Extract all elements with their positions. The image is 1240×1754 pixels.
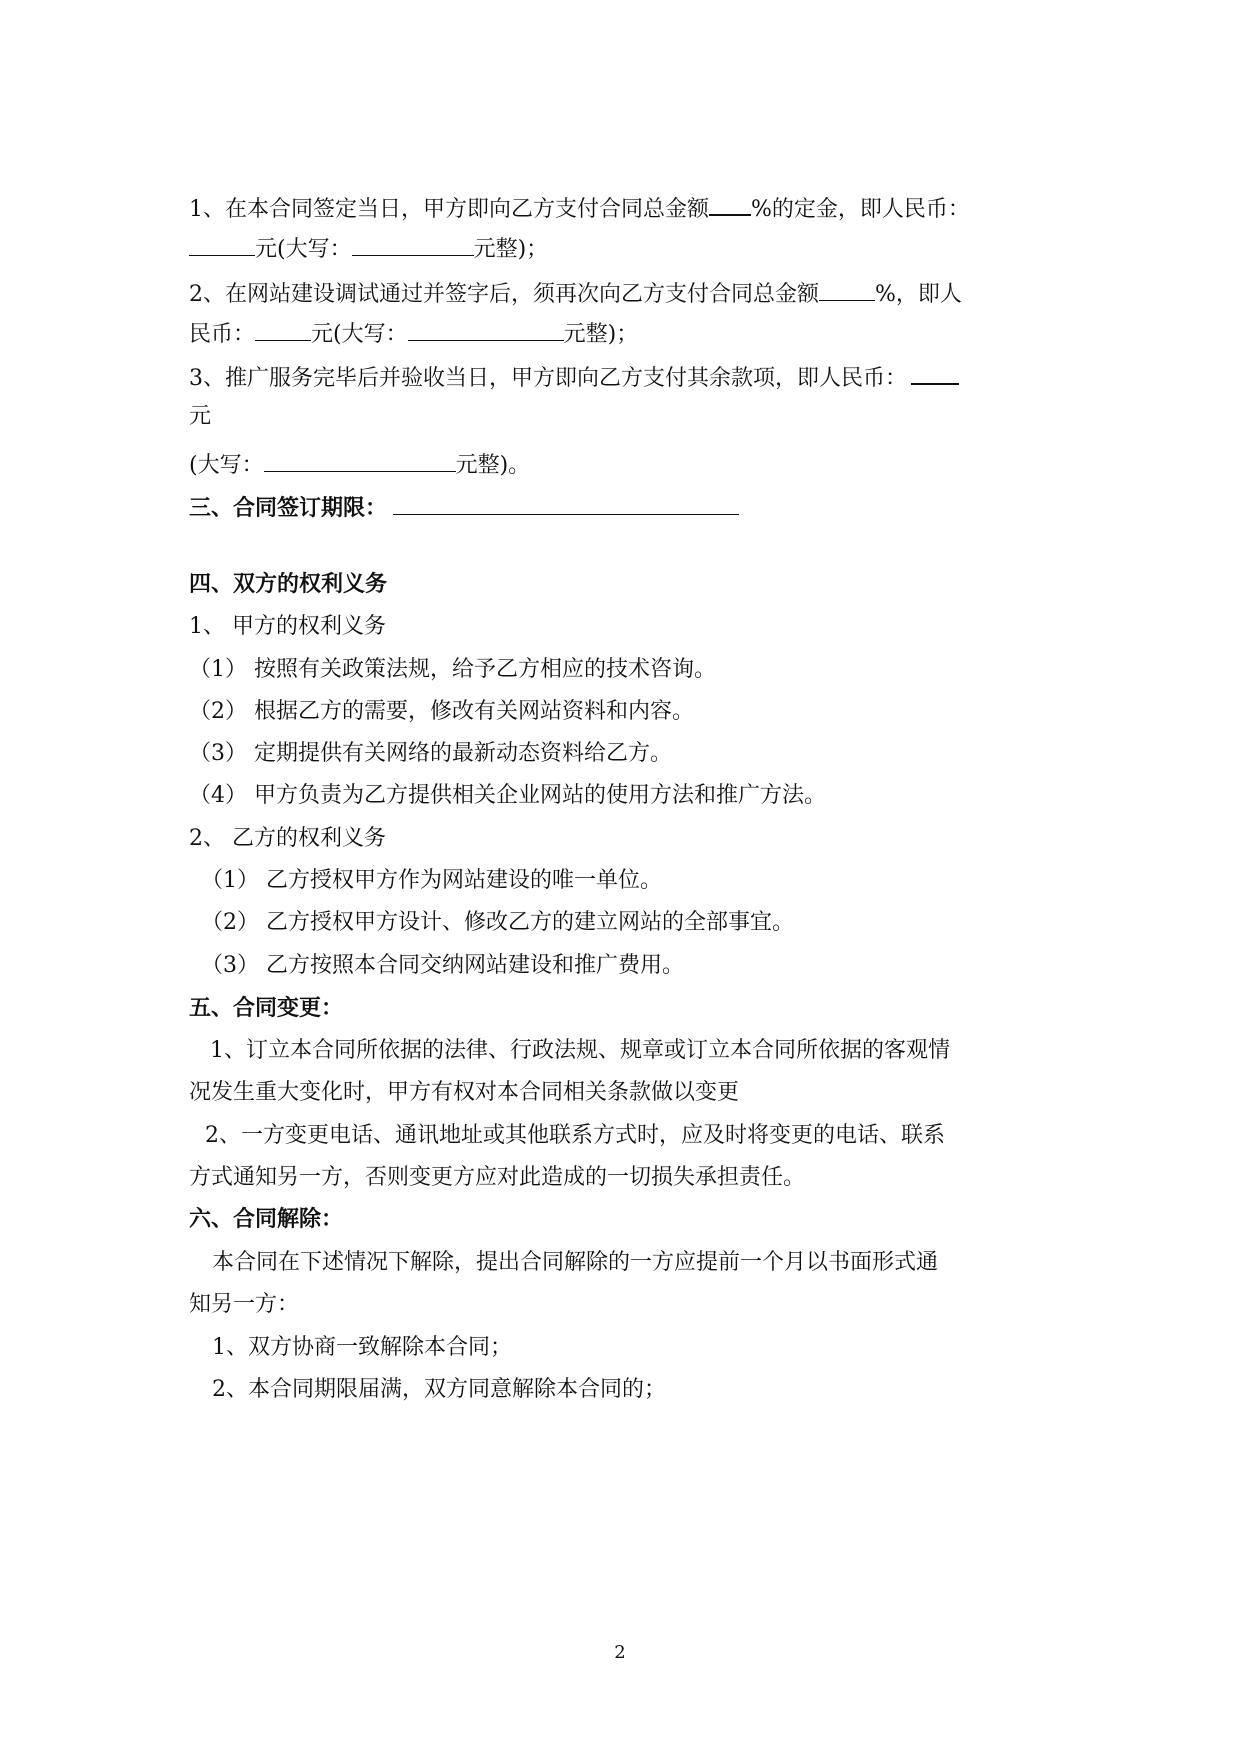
payment-item-2-text-e: 元整)； [563, 322, 639, 347]
party-a-item-2: （2） 根据乙方的需要，修改有关网站资料和内容。 [189, 699, 694, 724]
section-6-item-2: 2、本合同期限届满，双方同意解除本合同的； [212, 1377, 666, 1402]
section-5-paragraph-1-line-1: 1、订立本合同所依据的法律、行政法规、规章或订立本合同所依据的客观情 [210, 1038, 950, 1063]
party-a-item-3: （3） 定期提供有关网络的最新动态资料给乙方。 [189, 741, 672, 766]
payment-item-2-text: 2、在网站建设调试通过并签字后，须再次向乙方支付合同总金额 [189, 282, 819, 307]
payment-item-3-unit [189, 402, 1069, 432]
party-a-item-4: （4） 甲方负责为乙方提供相关企业网站的使用方法和推广方法。 [189, 783, 826, 808]
amount-blank-2 [255, 318, 311, 341]
section-3-heading [189, 492, 1069, 524]
payment-item-1-text-d: 元整)； [473, 237, 549, 262]
payment-item-3 [189, 361, 1069, 394]
capital-amount-blank-3 [264, 449, 456, 472]
party-b-item-3: （3） 乙方按照本合同交纳网站建设和推广费用。 [201, 953, 684, 978]
party-b-item-1: （1） 乙方授权甲方作为网站建设的唯一单位。 [201, 868, 662, 893]
section-5-paragraph-2-line-1: 2、一方变更电话、通讯地址或其他联系方式时，应及时将变更的电话、联系 [205, 1123, 945, 1148]
section-5-heading: 五、合同变更： [189, 996, 344, 1021]
percent-blank-1 [709, 192, 751, 216]
payment-item-1 [189, 192, 1069, 225]
capital-amount-blank-1 [352, 233, 474, 256]
section-6-heading: 六、合同解除： [189, 1207, 344, 1232]
payment-item-2-text-b: %，即人 [875, 282, 962, 307]
payment-item-1-text-c: 元(大写： [255, 237, 352, 262]
payment-item-3-text-d: 元整)。 [455, 453, 531, 478]
payment-item-3-text: 3、推广服务完毕后并验收当日，甲方即向乙方支付其余款项，即人民币： [189, 366, 907, 391]
payment-item-2-text-d: 元(大写： [311, 322, 408, 347]
section-5-paragraph-1-line-2: 况发生重大变化时，甲方有权对本合同相关条款做以变更 [189, 1080, 740, 1105]
party-b-title: 2、 乙方的权利义务 [189, 826, 386, 851]
section-6-intro-line-2: 知另一方： [189, 1292, 300, 1317]
section-5-paragraph-2-line-2: 方式通知另一方，否则变更方应对此造成的一切损失承担责任。 [189, 1165, 806, 1190]
payment-item-1-text: 1、在本合同签定当日，甲方即向乙方支付合同总金额 [189, 197, 709, 222]
amount-blank-3 [911, 361, 959, 385]
page-number: 2 [614, 1642, 626, 1663]
section-3-title: 三、合同签订期限： [189, 496, 388, 521]
party-a-title: 1、 甲方的权利义务 [189, 614, 386, 639]
percent-blank-2 [819, 278, 875, 301]
section-6-intro-line-1: 本合同在下述情况下解除，提出合同解除的一方应提前一个月以书面形式通 [212, 1250, 939, 1275]
payment-item-3-text-c: (大写： [189, 453, 264, 478]
payment-item-2-text-c: 民币： [189, 322, 256, 347]
party-a-item-1: （1） 按照有关政策法规，给予乙方相应的技术咨询。 [189, 657, 716, 682]
payment-item-1-text-b: %的定金，即人民币： [751, 197, 970, 222]
payment-item-3-cont [189, 449, 1069, 481]
contract-period-blank [393, 492, 739, 515]
party-b-item-2: （2） 乙方授权甲方设计、修改乙方的建立网站的全部事宜。 [201, 910, 794, 935]
section-6-item-1: 1、双方协商一致解除本合同； [212, 1335, 512, 1360]
section-4-heading: 四、双方的权利义务 [189, 572, 388, 597]
payment-item-2 [189, 278, 1069, 310]
payment-item-1-cont [189, 233, 1069, 265]
payment-item-3-unit-text: 元 [189, 404, 212, 429]
amount-blank-1 [189, 233, 255, 256]
payment-item-2-cont [189, 318, 1069, 350]
capital-amount-blank-2 [408, 318, 564, 341]
